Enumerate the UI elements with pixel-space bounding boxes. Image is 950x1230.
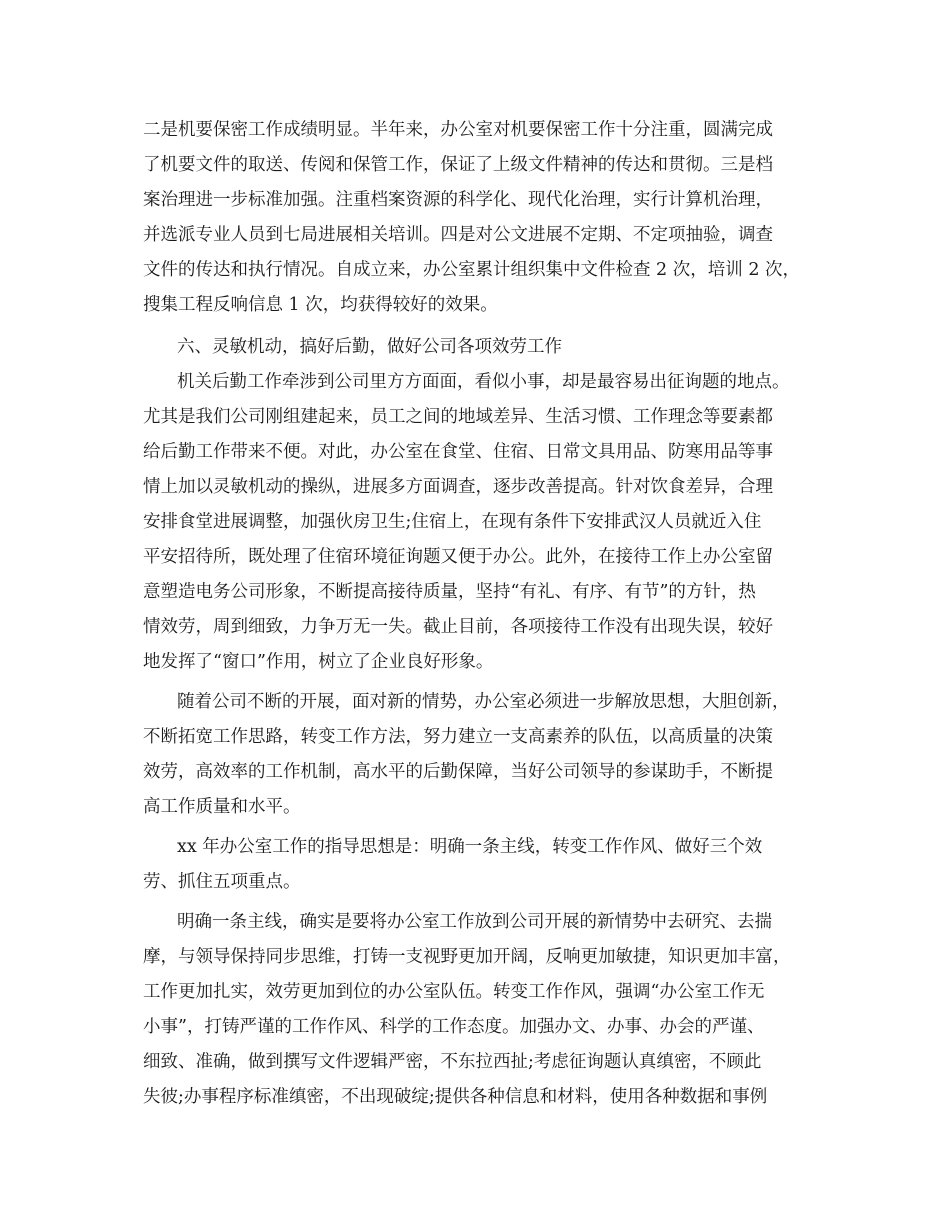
text-line: 摩，与领导保持同步思维，打铸一支视野更加开阔，反响更加敏捷，知识更加丰富， [143, 947, 791, 967]
text-line: 高工作质量和水平。 [143, 797, 301, 817]
text-line: 情效劳，周到细致，力争万无一失。截止目前，各项接待工作没有出现失误，较好 [143, 617, 773, 637]
text-line: 效劳，高效率的工作机制，高水平的后勤保障，当好公司领导的参谋助手，不断提 [143, 762, 773, 782]
text-line: 意塑造电务公司形象，不断提高接待质量，坚持“有礼、有序、有节”的方针，热 [143, 582, 756, 602]
text-line: 不断拓宽工作思路，转变工作方法，努力建立一支高素养的队伍，以高质量的决策 [143, 727, 773, 747]
text-line: 文件的传达和执行情况。自成立来，办公室累计组织集中文件检查 2 次，培训 2 次， [143, 260, 801, 280]
text-line: 劳、抓住五项重点。 [143, 872, 301, 892]
text-line: 平安招待所，既处理了住宿环境征询题又便于办公。此外，在接待工作上办公室留 [143, 547, 773, 567]
text-line: 并选派专业人员到七局进展相关培训。四是对公文进展不定期、不定项抽验，调查 [143, 225, 773, 245]
text-line: 了机要文件的取送、传阅和保管工作，保证了上级文件精神的传达和贯彻。三是档 [143, 155, 773, 175]
text-line: 失彼;办事程序标准缜密，不出现破绽;提供各种信息和材料，使用各种数据和事例 [143, 1087, 768, 1107]
text-line: xx 年办公室工作的指导思想是：明确一条主线，转变工作作风、做好三个效 [177, 837, 763, 857]
text-line: 安排食堂进展调整，加强伙房卫生;住宿上，在现有条件下安排武汉人员就近入住 [143, 512, 762, 532]
text-line: 给后勤工作带来不便。对此，办公室在食堂、住宿、日常文具用品、防寒用品等事 [143, 442, 773, 462]
section-heading: 六、灵敏机动，搞好后勤，做好公司各项效劳工作 [177, 337, 562, 357]
text-line: 工作更加扎实，效劳更加到位的办公室队伍。转变工作作风，强调“办公室工作无 [143, 982, 765, 1002]
text-line: 明确一条主线，确实是要将办公室工作放到公司开展的新情势中去研究、去揣 [177, 912, 772, 932]
text-line: 随着公司不断的开展，面对新的情势，办公室必须进一步解放思想，大胆创新， [177, 692, 790, 712]
text-line: 地发挥了“窗口”作用，树立了企业良好形象。 [143, 652, 494, 672]
text-line: 搜集工程反响信息 1 次，均获得较好的效果。 [143, 295, 498, 315]
text-line: 小事”，打铸严谨的工作作风、科学的工作态度。加强办文、办事、办会的严谨、 [143, 1017, 765, 1037]
text-line: 细致、准确，做到撰写文件逻辑严密，不东拉西扯;考虑征询题认真缜密，不顾此 [143, 1052, 762, 1072]
text-line: 机关后勤工作牵涉到公司里方方面面，看似小事，却是最容易出征询题的地点。 [177, 372, 790, 392]
text-line: 情上加以灵敏机动的操纵，进展多方面调查，逐步改善提高。针对饮食差异，合理 [143, 477, 773, 497]
text-line: 尤其是我们公司刚组建起来，员工之间的地域差异、生活习惯、工作理念等要素都 [143, 407, 773, 427]
text-line: 二是机要保密工作成绩明显。半年来，办公室对机要保密工作十分注重，圆满完成 [143, 120, 773, 140]
text-line: 案治理进一步标准加强。注重档案资源的科学化、现代化治理，实行计算机治理， [143, 190, 773, 210]
